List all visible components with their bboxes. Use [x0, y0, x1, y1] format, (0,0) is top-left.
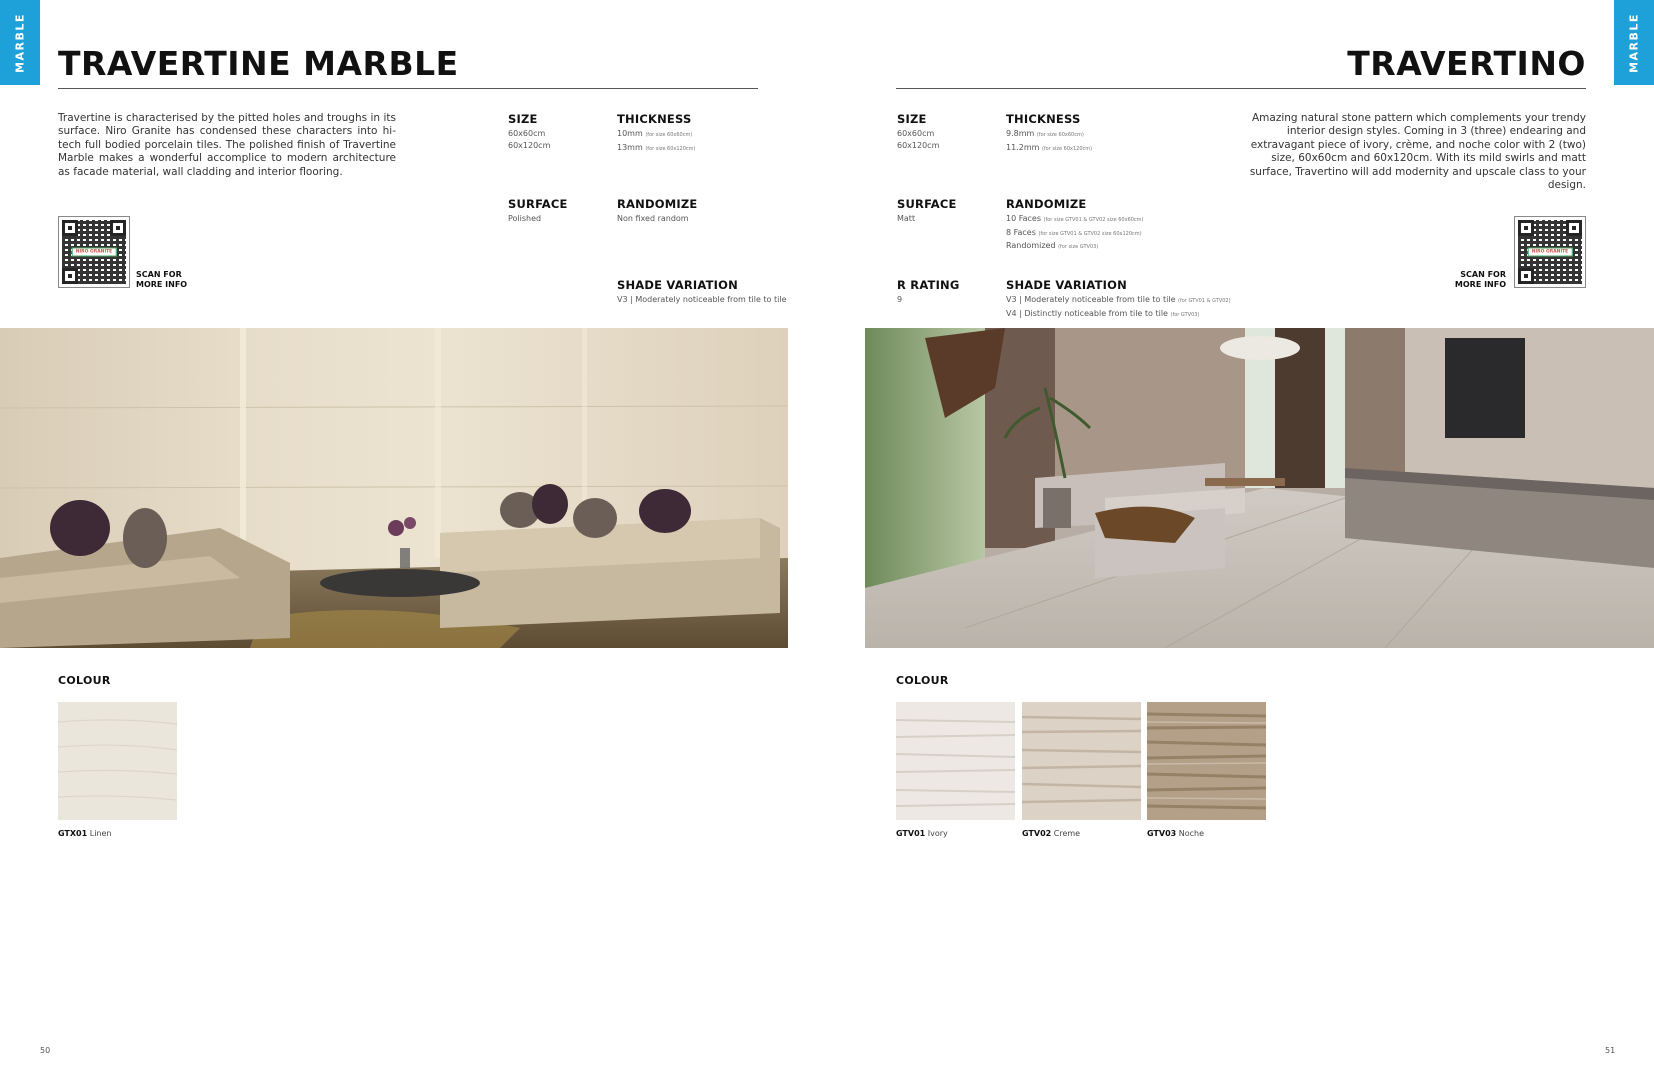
page-title-right: TRAVERTINO	[1347, 44, 1586, 83]
spec-value: 8 Faces	[1006, 227, 1036, 237]
swatch-gtv02[interactable]	[1022, 702, 1141, 820]
spec-value: 60x120cm	[897, 140, 940, 150]
spec-randomize-right	[1006, 197, 1144, 254]
qr-logo: NIRO GRANITE	[72, 248, 117, 257]
spec-value: Randomized	[1006, 241, 1056, 250]
swatch-code: GTV02	[1022, 829, 1052, 838]
qr-finder	[1566, 220, 1582, 236]
description-right: Amazing natural stone pattern which complements your trendy interior design styles. Coming in 3 (three) endearing and extravagant piece of ivory, crème, and noche color with 2 (two) size, 60x60cm and 60x120cm. With its mild swirls and matt surface, Travertino will add modernity and upscale class to your design.	[1249, 112, 1586, 192]
qr-code-right[interactable]	[1514, 216, 1586, 288]
spec-thickness-left	[617, 112, 695, 155]
spec-label: SHADE VARIATION	[1006, 278, 1127, 292]
spec-label: THICKNESS	[1006, 112, 1081, 126]
spec-value: V4 | Distinctly noticeable from tile to tile	[1006, 308, 1168, 318]
swatch-name: Ivory	[927, 829, 948, 838]
spec-label: SURFACE	[508, 197, 568, 211]
spec-surface-left	[508, 197, 568, 225]
spec-label: SURFACE	[897, 197, 957, 211]
swatch-name: Noche	[1178, 829, 1205, 838]
tab-label: MARBLE	[1627, 12, 1641, 73]
spec-shade-right	[1006, 278, 1231, 321]
spec-size-right	[897, 112, 939, 151]
swatch-fill	[1147, 702, 1266, 820]
scan-label-right	[1452, 270, 1506, 290]
spec-value: 60x120cm	[508, 140, 551, 150]
spec-note: (for size GTV03)	[1058, 244, 1099, 250]
page-title-left: TRAVERTINE MARBLE	[58, 44, 459, 83]
page-number-right: 51	[1605, 1046, 1616, 1055]
spec-value: Polished	[508, 214, 542, 223]
spec-value: 9.8mm	[1006, 129, 1035, 138]
colour-label-right: COLOUR	[896, 674, 949, 687]
spec-note: (for size 60x120cm)	[1041, 145, 1093, 152]
noche-texture	[1147, 702, 1266, 820]
spec-value: 9	[897, 295, 903, 304]
spec-label: SHADE VARIATION	[617, 278, 738, 292]
creme-texture	[1022, 702, 1141, 820]
title-divider-left	[58, 88, 758, 89]
spec-value: Matt	[897, 214, 916, 223]
spec-note: (for GTV01 & GTV02)	[1178, 298, 1231, 304]
swatch-gtx01[interactable]	[58, 702, 177, 820]
spec-label: RANDOMIZE	[617, 197, 698, 211]
qr-finder	[1518, 268, 1534, 284]
qr-pattern	[1518, 220, 1582, 284]
colour-label-left: COLOUR	[58, 674, 111, 687]
swatch-gtv03[interactable]	[1147, 702, 1266, 820]
swatch-caption	[1147, 829, 1204, 838]
spec-note: (for size 60x60cm)	[1036, 132, 1084, 138]
room-photo-left	[0, 328, 788, 648]
qr-finder	[1518, 220, 1534, 236]
spec-value: 11.2mm	[1006, 142, 1040, 152]
qr-finder	[62, 220, 78, 236]
spec-value: Non fixed random	[617, 214, 689, 223]
scan-line: SCAN FOR	[136, 270, 182, 279]
swatch-gtv01[interactable]	[896, 702, 1015, 820]
living-room-illustration	[865, 328, 1654, 648]
living-room-illustration	[0, 328, 788, 648]
spec-shade-left	[617, 278, 787, 306]
spec-label: THICKNESS	[617, 112, 692, 126]
marble-tab-right	[1614, 0, 1654, 85]
spec-thickness-right	[1006, 112, 1092, 155]
spec-value: 13mm	[617, 142, 643, 152]
scan-line: MORE INFO	[136, 280, 188, 289]
scan-line: MORE INFO	[1454, 280, 1506, 289]
swatch-name: Linen	[89, 829, 112, 838]
description-left: Travertine is characterised by the pitted holes and troughs in its surface. Niro Granite has condensed these characters into hi-tech full bodied porcelain tiles. The polished finish of Travertine Marble makes a wonderful accomplice to modern architecture as facade material, wall cladding and interior flooring.	[58, 112, 396, 178]
swatch-code: GTX01	[58, 829, 88, 838]
spec-value: V3 | Moderately noticeable from tile to tile	[1006, 295, 1176, 304]
linen-texture	[58, 702, 177, 820]
title-divider-right	[896, 88, 1586, 89]
qr-finder	[62, 268, 78, 284]
marble-tab-left	[0, 0, 40, 85]
swatch-caption	[58, 829, 111, 838]
spec-value: V3 | Moderately noticeable from tile to tile	[617, 295, 787, 304]
swatch-name: Creme	[1053, 829, 1081, 838]
spec-note: (for size GTV01 & GTV02 size 60x120cm)	[1038, 230, 1142, 237]
qr-finder	[110, 220, 126, 236]
swatch-code: GTV03	[1147, 829, 1177, 838]
qr-code-left[interactable]	[58, 216, 130, 288]
spec-note: (for size GTV01 & GTV02 size 60x60cm)	[1043, 217, 1144, 223]
qr-pattern	[62, 220, 126, 284]
spec-value: 10mm	[617, 129, 643, 138]
page-number-left: 50	[40, 1046, 51, 1055]
spec-size-left	[508, 112, 550, 151]
scan-line: SCAN FOR	[1460, 270, 1506, 279]
qr-logo: NIRO GRANITE	[1528, 248, 1573, 257]
scan-label-left	[136, 270, 187, 290]
ivory-texture	[896, 702, 1015, 820]
spec-value: 60x60cm	[508, 129, 546, 138]
spec-label: SIZE	[508, 112, 538, 126]
spec-note: (for GTV03)	[1170, 311, 1200, 318]
spec-note: (for size 60x120cm)	[645, 145, 696, 152]
spec-randomize-left	[617, 197, 697, 225]
swatch-caption	[896, 829, 948, 838]
spec-label: RANDOMIZE	[1006, 197, 1087, 211]
swatch-caption	[1022, 829, 1080, 838]
swatch-code: GTV01	[896, 829, 926, 838]
spec-value: 60x60cm	[897, 129, 935, 138]
spec-label: R RATING	[897, 278, 960, 292]
spec-r-rating-right	[897, 278, 960, 306]
spec-note: (for size 60x60cm)	[645, 132, 693, 138]
room-photo-right	[865, 328, 1654, 648]
spec-value: 10 Faces	[1006, 214, 1041, 223]
spec-surface-right	[897, 197, 957, 225]
spec-label: SIZE	[897, 112, 927, 126]
tab-label: MARBLE	[13, 12, 27, 73]
